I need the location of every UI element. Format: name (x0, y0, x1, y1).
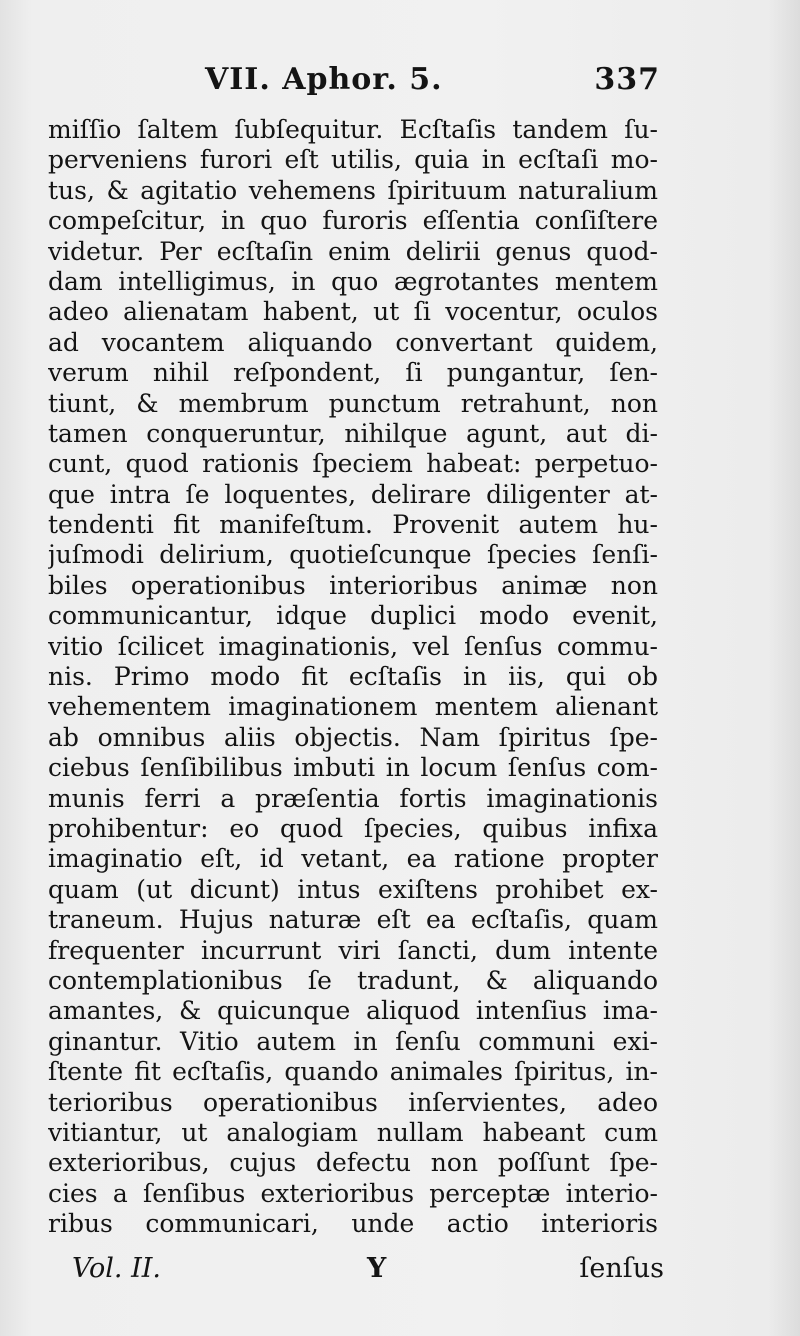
text-line: nis. Primo modo fit ecſtaſis in iis, qui ob (48, 662, 658, 692)
signature-mark: Y (367, 1253, 387, 1284)
text-line: prohibentur: eo quod ſpecies, quibus infixa (48, 813, 658, 843)
text-line: frequenter incurrunt viri ſancti, dum intente (48, 935, 658, 965)
text-line: adeo alienatam habent, ut ſi vocentur, oculos (48, 297, 658, 327)
text-line: munis ferri a præſentia fortis imaginationis (48, 783, 658, 813)
text-line: perveniens furori eſt utilis, quia in ecſtaſi mo- (48, 145, 658, 175)
page-footer (72, 1253, 664, 1291)
text-line: terioribus operationibus inſervientes, adeo (48, 1087, 658, 1117)
text-line: tamen conqueruntur, nihilque agunt, aut di- (48, 418, 658, 448)
body-text (48, 115, 658, 1239)
text-line: verum nihil reſpondent, ſi pungantur, ſen- (48, 358, 658, 388)
text-line: contemplationibus ſe tradunt, & aliquando (48, 965, 658, 995)
text-line: tus, & agitatio vehemens ſpirituum naturalium (48, 175, 658, 205)
text-line: ab omnibus aliis objectis. Nam ſpiritus ſpe- (48, 722, 658, 752)
text-line: que intra ſe loquentes, delirare diligenter at- (48, 479, 658, 509)
text-line: miſſio ſaltem ſubſequitur. Ecſtaſis tandem ſu- (48, 115, 658, 144)
text-line: biles operationibus interioribus animæ non (48, 570, 658, 600)
text-line: imaginatio eſt, id vetant, ea ratione propter (48, 844, 658, 874)
text-line: vitio ſcilicet imaginationis, vel ſenſus commu- (48, 631, 658, 661)
text-line: traneum. Hujus naturæ eſt ea ecſtaſis, quam (48, 905, 658, 935)
text-line: quam (ut dicunt) intus exiſtens prohibet ex- (48, 874, 658, 904)
text-line: tiunt, & membrum punctum retrahunt, non (48, 388, 658, 418)
text-line: exterioribus, cujus defectu non poſſunt ſpe- (48, 1148, 658, 1178)
text-line: amantes, & quicunque aliquod intenſius ima- (48, 996, 658, 1026)
running-title: VII. Aphor. 5. (205, 62, 443, 97)
page-number: 337 (594, 62, 660, 97)
text-line: tendenti fit manifeſtum. Provenit autem hu- (48, 510, 658, 540)
text-line: compeſcitur, in quo furoris eſſentia conſiſtere (48, 206, 658, 236)
text-line: vehementem imaginationem mentem alienant (48, 692, 658, 722)
text-line: ciebus ſenſibilibus imbuti in locum ſenſus com- (48, 753, 658, 783)
text-line: ginantur. Vitio autem in ſenſu communi exi- (48, 1026, 658, 1056)
text-line: dam intelligimus, in quo ægrotantes mentem (48, 266, 658, 296)
text-line: ribus communicari, unde actio interioris (48, 1209, 658, 1239)
text-line: juſmodi delirium, quotieſcunque ſpecies ſenſi- (48, 540, 658, 570)
text-line: vitiantur, ut analogiam nullam habeant cum (48, 1117, 658, 1147)
text-line: cies a ſenſibus exterioribus perceptæ interio- (48, 1178, 658, 1208)
text-line: ad vocantem aliquando convertant quidem, (48, 327, 658, 357)
text-line: ſtente fit ecſtaſis, quando animales ſpiritus, in- (48, 1057, 658, 1087)
catchword: ſenſus (579, 1253, 664, 1284)
text-line: videtur. Per ecſtaſin enim delirii genus quod- (48, 236, 658, 266)
volume-label: Vol. II. (72, 1253, 161, 1284)
text-line: cunt, quod rationis ſpeciem habeat: perpetuo- (48, 449, 658, 479)
page-header (205, 62, 660, 106)
text-line: communicantur, idque duplici modo evenit, (48, 601, 658, 631)
